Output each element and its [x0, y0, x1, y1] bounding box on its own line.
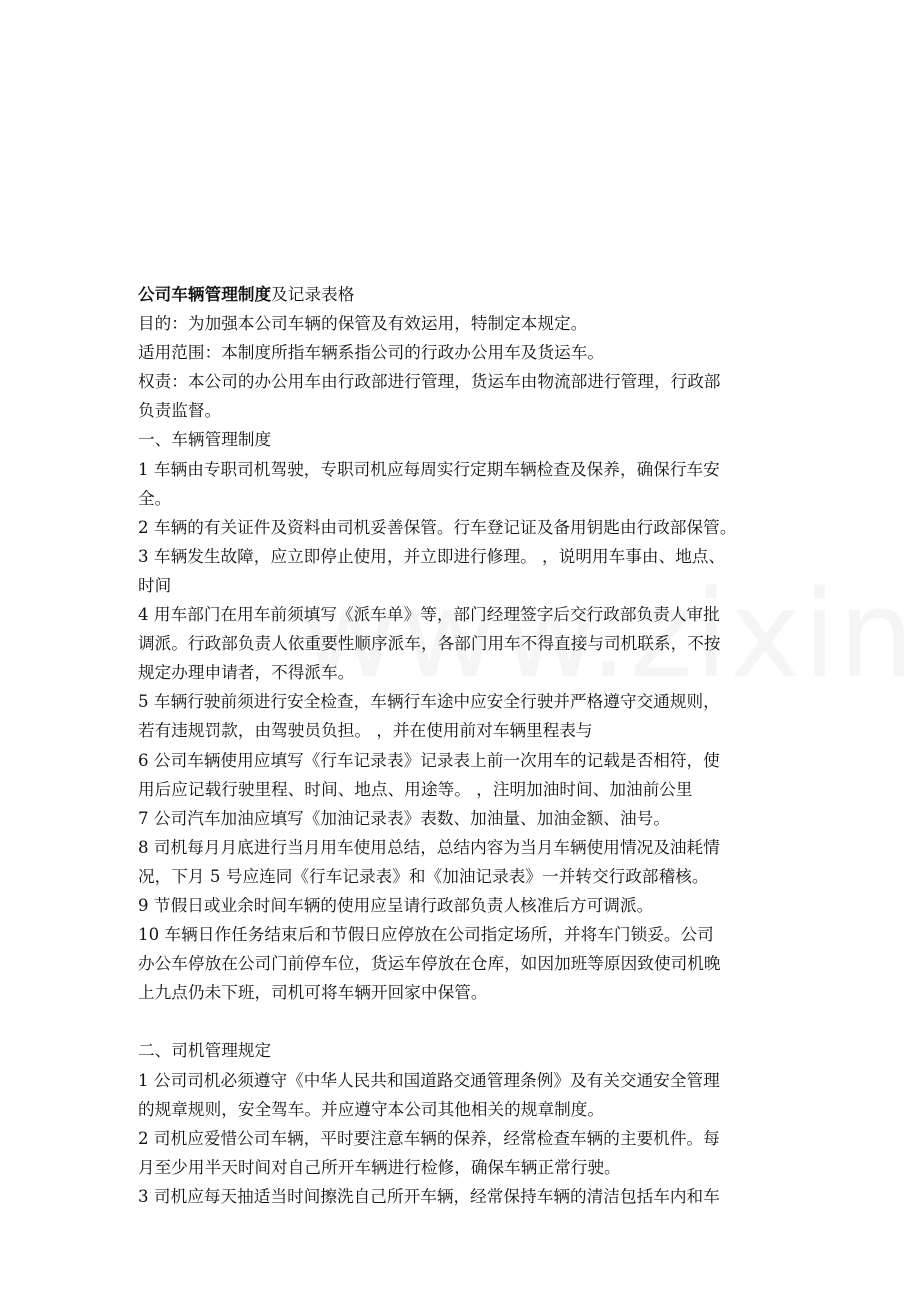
text-line: 月至少用半天时间对自己所开车辆进行检修，确保车辆正常行驶。: [138, 1157, 621, 1177]
text-line: 6 公司车辆使用应填写《行车记录表》记录表上前一次用车的记载是否相符，使: [138, 750, 720, 770]
text-line: 目的：为加强本公司车辆的保管及有效运用，特制定本规定。: [138, 314, 588, 334]
text-line: 况，下月 5 号应连同《行车记录表》和《加油记录表》一并转交行政部稽核。: [138, 866, 709, 886]
document-title: [138, 280, 792, 309]
text-line: 7 公司汽车加油应填写《加油记录表》表数、加油量、加油金额、油号。: [138, 808, 670, 828]
title-bold: 公司车辆管理制度: [138, 284, 272, 304]
text-line: 2 司机应爱惜公司车辆，平时要注意车辆的保养，经常检查车辆的主要机件。每: [138, 1128, 720, 1148]
text-line: 负责监督。: [138, 401, 222, 421]
text-line: 3 司机应每天抽适当时间擦洗自己所开车辆，经常保持车辆的清洁包括车内和车: [138, 1186, 720, 1206]
text-line: 用后应记载行驶里程、时间、地点、用途等。 ，注明加油时间、加油前公里: [138, 779, 693, 799]
text-line: 的规章规则，安全驾车。并应遵守本公司其他相关的规章制度。: [138, 1099, 605, 1119]
text-line: 一、车辆管理制度: [138, 430, 272, 450]
text-line: 全。: [138, 488, 172, 508]
text-line: 上九点仍未下班，司机可将车辆开回家中保管。: [138, 983, 488, 1003]
blank-line: [138, 1007, 792, 1036]
title-rest: 及记录表格: [271, 285, 355, 304]
text-line: 若有违规罚款，由驾驶员负担。 ，并在使用前对车辆里程表与: [138, 721, 593, 741]
text-line: 适用范围：本制度所指车辆系指公司的行政办公用车及货运车。: [138, 343, 605, 363]
text-line: 3 车辆发生故障，应立即停止使用，并立即进行修理。 ，说明用车事由、地点、: [138, 546, 726, 566]
text-line: 10 车辆日作任务结束后和节假日应停放在公司指定场所，并将车门锁妥。公司: [138, 925, 714, 945]
text-line: 1 公司司机必须遵守《中华人民共和国道路交通管理条例》及有关交通安全管理: [138, 1070, 720, 1090]
text-line: 1 车辆由专职司机驾驶，专职司机应每周实行定期车辆检查及保养，确保行车安: [138, 459, 720, 479]
text-line: 8 司机每月月底进行当月用车使用总结，总结内容为当月车辆使用情况及油耗情: [138, 837, 720, 857]
text-line: 调派。行政部负责人依重要性顺序派车，各部门用车不得直接与司机联系，不按: [138, 634, 721, 654]
text-line: 2 车辆的有关证件及资料由司机妥善保管。行车登记证及备用钥匙由行政部保管。: [138, 517, 737, 537]
text-line: 5 车辆行驶前须进行安全检查，车辆行车途中应安全行驶并严格遵守交通规则，: [138, 692, 720, 712]
paragraph-lines: [138, 309, 792, 1211]
text-line: 权责：本公司的办公用车由行政部进行管理，货运车由物流部进行管理，行政部: [138, 372, 721, 392]
text-line: 9 节假日或业余时间车辆的使用应呈请行政部负责人核准后方可调派。: [138, 895, 654, 915]
text-line: 办公车停放在公司门前停车位，货运车停放在仓库，如因加班等原因致使司机晚: [138, 954, 721, 974]
text-line: 二、司机管理规定: [138, 1041, 272, 1061]
text-line: 时间: [138, 575, 172, 595]
text-line: 规定办理申请者，不得派车。: [138, 663, 355, 683]
document-body: [138, 280, 792, 1211]
text-line: 4 用车部门在用车前须填写《派车单》等，部门经理签字后交行政部负责人审批: [138, 605, 720, 625]
